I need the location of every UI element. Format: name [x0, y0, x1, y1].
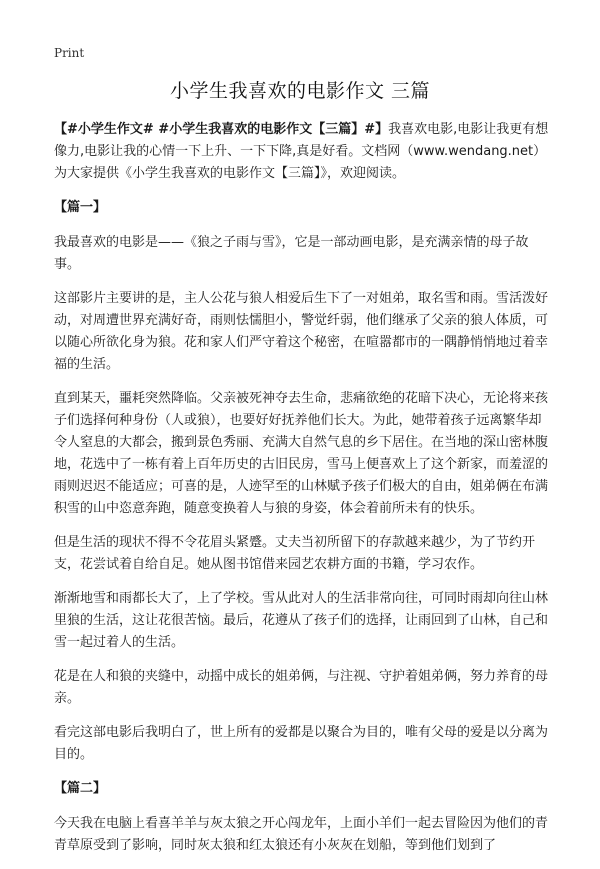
paragraph: 我最喜欢的电影是——《狼之子雨与雪》，它是一部动画电影，是充满亲情的母子故事。 — [54, 235, 529, 272]
paragraph: 但是生活的现状不得不令花眉头紧蹙。丈夫当初所留下的存款越来越少，为了节约开支，花尝试着自给自足。她从图书馆借来园艺农耕方面的书籍，学习农作。 — [54, 535, 536, 572]
paragraph: 看完这部电影后我明白了，世上所有的爱都是以聚合为目的，唯有父母的爱是以分离为目的。 — [54, 725, 549, 762]
paragraph: 直到某天，噩耗突然降临。父亲被死神夺去生命，悲痛欲绝的花暗下决心，无论将来孩子们选择何种身份（人或狼），也要好好抚养他们长大。为此，她带着孩子远离繁华却令人窒息的大都会，搬到景色秀丽、充满大自然气息的乡下居住。在当地的深山密林腹地，花选中了一栋有着上百年历史的古旧民房，雪马上便喜欢上了这个新家，而羞涩的雨则迟迟不能适应；可喜的是，人迹罕至的山林赋予孩子们极大的自由，姐弟俩在布满积雪的山中恣意奔跑，随意变换着人与狼的身姿，体会着前所未有的快乐。 — [54, 391, 549, 516]
section-heading-2: 【篇二】 — [54, 781, 107, 796]
article-body — [54, 119, 554, 869]
intro-paragraph — [54, 119, 554, 185]
print-link[interactable]: Print — [54, 46, 85, 60]
intro-text: 我喜欢电影,电影让我更有想像力,电影让我的心情一下上升、一下下降,真是好看。文档网（www.wendang.net）为大家提供《小学生我喜欢的电影作文【三篇】》，欢迎阅读。 — [54, 122, 549, 181]
intro-tag-line: 【#小学生作文# #小学生我喜欢的电影作文【三篇】#】 — [54, 122, 389, 137]
section-heading-1: 【篇一】 — [54, 200, 107, 215]
paragraph: 渐渐地雪和雨都长大了，上了学校。雪从此对人的生活非常向往，可同时雨却向往山林里狼的生活，这让花很苦恼。最后，花遵从了孩子们的选择，让雨回到了山林，自己和雪一起过着人的生活。 — [54, 591, 549, 650]
paragraph: 花是在人和狼的夹缝中，动摇中成长的姐弟俩，与注视、守护着姐弟俩，努力养育的母亲。 — [54, 669, 549, 706]
paragraph: 这部影片主要讲的是，主人公花与狼人相爱后生下了一对姐弟，取名雪和雨。雪活泼好动，对周遭世界充满好奇，雨则怯懦胆小，警觉纤弱，他们继承了父亲的狼人体质，可以随心所欲化身为狼。花和家人们严守着这个秘密，在喧嚣都市的一隅静悄悄地过着幸福的生活。 — [54, 291, 549, 372]
page-title: 小学生我喜欢的电影作文 三篇 — [169, 80, 431, 102]
paragraph: 今天我在电脑上看喜羊羊与灰太狼之开心闯龙年，上面小羊们一起去冒险因为他们的青青草原受到了影响，同时灰太狼和红太狼还有小灰灰在划船，等到他们划到了 — [54, 816, 549, 853]
